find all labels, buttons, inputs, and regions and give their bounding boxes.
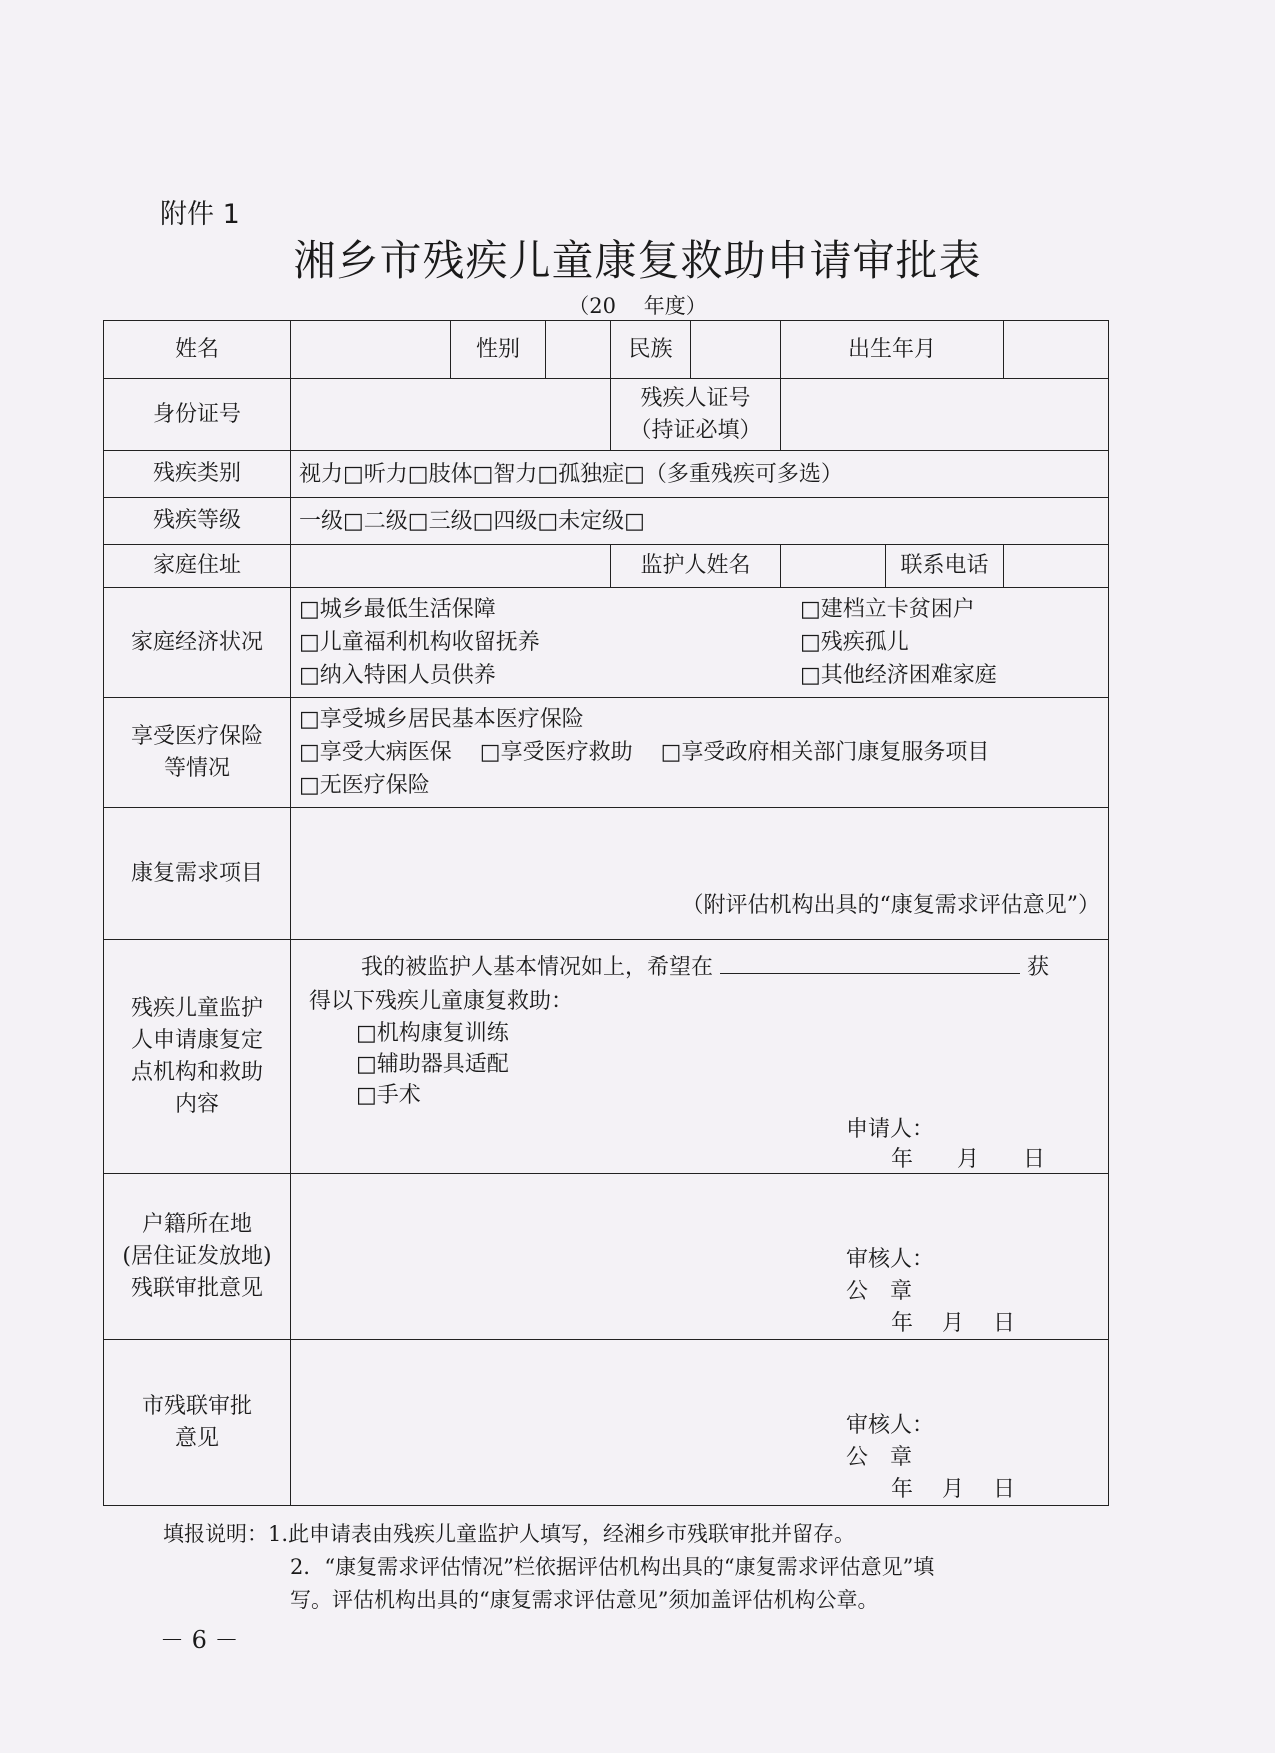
phone-field[interactable]: [1004, 545, 1109, 588]
guardian-name-field[interactable]: [781, 545, 886, 588]
apply-content: [291, 940, 1109, 1174]
apply-text-1: 我的被监护人基本情况如上，希望在: [361, 955, 714, 980]
city-label: [104, 1340, 291, 1506]
name-field[interactable]: [291, 321, 451, 379]
insurance-option-4[interactable]: □享受政府相关部门康复服务项目: [660, 740, 990, 765]
apply-option-3[interactable]: □手术: [356, 1083, 421, 1108]
insurance-option-5[interactable]: □无医疗保险: [299, 773, 430, 798]
level-options[interactable]: 一级□二级□三级□四级□未定级□: [291, 498, 1109, 545]
name-label: 姓名: [104, 321, 291, 379]
apply-org-blank[interactable]: [720, 951, 1020, 974]
economy-label: 家庭经济状况: [104, 588, 291, 698]
disability-cert-field[interactable]: [781, 379, 1109, 451]
economy-option-2[interactable]: □建档立卡贫困户: [800, 597, 975, 622]
economy-option-1[interactable]: □城乡最低生活保障: [299, 597, 496, 622]
city-label-line1: 市残联审批: [141, 1393, 252, 1419]
city-label-line2: 意见: [174, 1425, 219, 1451]
gender-label: 性别: [451, 321, 546, 379]
apply-option-1[interactable]: □机构康复训练: [356, 1021, 509, 1046]
birth-field[interactable]: [1004, 321, 1109, 379]
disability-cert-label-line2: （持证必填）: [629, 417, 762, 443]
hukou-opinion[interactable]: [291, 1174, 1109, 1340]
application-form-table: [103, 320, 1109, 1506]
apply-label: [104, 940, 291, 1174]
address-field[interactable]: [291, 545, 611, 588]
apply-text-1-end: 获: [1027, 955, 1050, 980]
insurance-label-line2: 等情况: [163, 755, 230, 781]
applicant-label: 申请人：: [846, 1117, 935, 1142]
category-options[interactable]: 视力□听力□肢体□智力□孤独症□（多重残疾可多选）: [291, 451, 1109, 498]
guardian-name-label: 监护人姓名: [611, 545, 781, 588]
birth-label: 出生年月: [781, 321, 1004, 379]
apply-text-2: 得以下残疾儿童康复救助：: [309, 989, 574, 1014]
footnote-line3: 写。评估机构出具的“康复需求评估意见”须加盖评估机构公章。: [290, 1588, 879, 1612]
gender-field[interactable]: [546, 321, 611, 379]
rehab-label: 康复需求项目: [104, 808, 291, 940]
level-label: 残疾等级: [104, 498, 291, 545]
hukou-label-line1: 户籍所在地: [141, 1211, 252, 1237]
disability-cert-label: [611, 379, 781, 451]
form-title: 湘乡市残疾儿童康复救助申请审批表: [293, 236, 982, 285]
footnote-line1: 填报说明：1.此申请表由残疾儿童监护人填写，经湘乡市残联审批并留存。: [163, 1522, 856, 1546]
rehab-note: （附评估机构出具的“康复需求评估意见”）: [681, 893, 1101, 918]
apply-label-line4: 内容: [174, 1091, 219, 1117]
city-date: 年 月 日: [891, 1477, 1015, 1502]
economy-option-4[interactable]: □残疾孤儿: [800, 630, 909, 655]
ethnicity-label: 民族: [611, 321, 691, 379]
id-number-label: 身份证号: [104, 379, 291, 451]
city-seal-label: 公 章: [846, 1445, 913, 1470]
hukou-label: [104, 1174, 291, 1340]
insurance-options: [291, 698, 1109, 808]
economy-option-6[interactable]: □其他经济困难家庭: [800, 663, 997, 688]
address-label: 家庭住址: [104, 545, 291, 588]
disability-cert-label-line1: 残疾人证号: [640, 385, 751, 411]
insurance-label-line1: 享受医疗保险: [130, 723, 263, 749]
form-year: （20 年度）: [568, 294, 707, 318]
footnote-line2: 2．“康复需求评估情况”栏依据评估机构出具的“康复需求评估意见”填: [290, 1555, 935, 1579]
city-reviewer-label: 审核人：: [846, 1413, 935, 1438]
hukou-label-line2: (居住证发放地): [122, 1243, 272, 1269]
page-number: － 6 －: [160, 1626, 239, 1654]
hukou-date: 年 月 日: [891, 1311, 1015, 1336]
apply-date: 年 月 日: [891, 1147, 1046, 1172]
phone-label: 联系电话: [886, 545, 1004, 588]
hukou-reviewer-label: 审核人：: [846, 1247, 935, 1272]
attachment-label: 附件 1: [160, 199, 240, 230]
insurance-option-1[interactable]: □享受城乡居民基本医疗保险: [299, 707, 584, 732]
insurance-label: [104, 698, 291, 808]
apply-label-line1: 残疾儿童监护: [130, 995, 263, 1021]
insurance-option-2[interactable]: □享受大病医保: [299, 740, 452, 765]
economy-option-3[interactable]: □儿童福利机构收留抚养: [299, 630, 540, 655]
hukou-label-line3: 残联审批意见: [130, 1275, 263, 1301]
rehab-field[interactable]: [291, 808, 1109, 940]
hukou-seal-label: 公 章: [846, 1279, 913, 1304]
category-label: 残疾类别: [104, 451, 291, 498]
footnote: [163, 1518, 934, 1617]
city-opinion[interactable]: [291, 1340, 1109, 1506]
apply-label-line3: 点机构和救助: [130, 1059, 263, 1085]
economy-options: [291, 588, 1109, 698]
ethnicity-field[interactable]: [691, 321, 781, 379]
id-number-field[interactable]: [291, 379, 611, 451]
insurance-option-3[interactable]: □享受医疗救助: [479, 740, 633, 765]
economy-option-5[interactable]: □纳入特困人员供养: [299, 663, 496, 688]
apply-label-line2: 人申请康复定: [130, 1027, 263, 1053]
apply-option-2[interactable]: □辅助器具适配: [356, 1052, 509, 1077]
